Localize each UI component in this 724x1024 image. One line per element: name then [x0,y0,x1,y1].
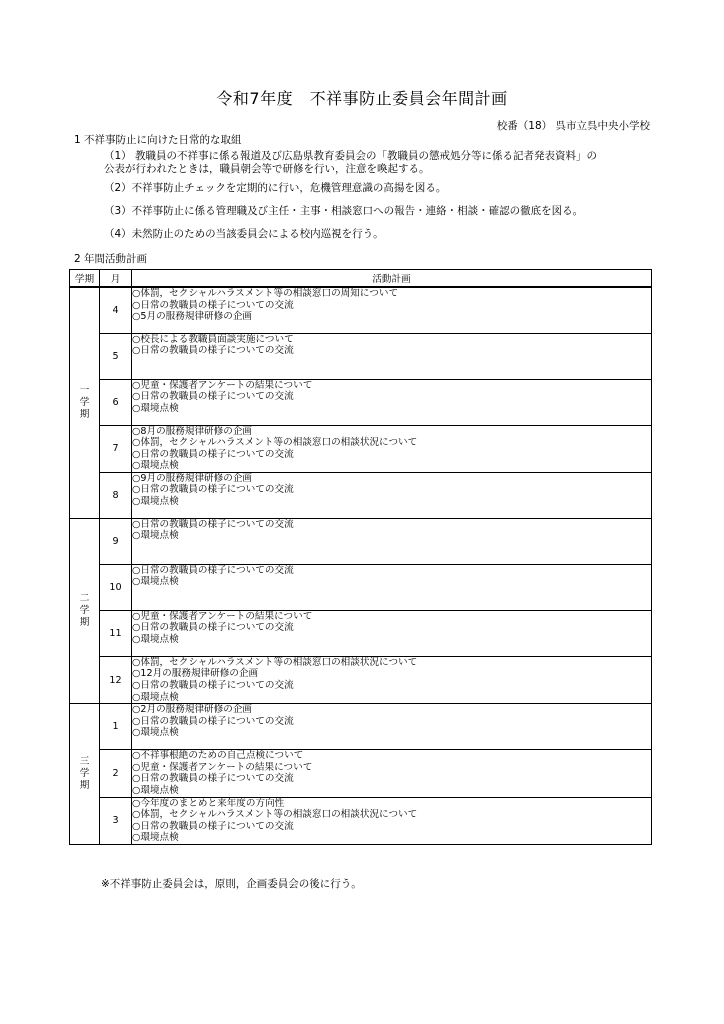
activities-cell [132,518,652,564]
activity-item: ○環境点検 [132,576,179,588]
table-row [70,564,652,610]
section1-item-2: （2）不祥事防止チェックを定期的に行い，危機管理意識の高揚を図る。 [104,182,447,194]
activity-item: ○日常の教職員の様子についての交流 [132,299,294,311]
month-cell: 2 [100,750,132,797]
month-cell: 4 [100,287,132,333]
page-title: 令和7年度 不祥事防止委員会年間計画 [216,89,508,108]
activity-item: ○環境点検 [132,402,179,414]
section1-heading: 1 不祥事防止に向けた日常的な取組 [74,134,242,146]
activity-item: ○体罰，セクシャルハラスメント等の相談窓口の周知について [132,288,399,299]
activity-item: ○今年度のまとめと来年度の方向性 [132,797,285,809]
header-term: 学期 [70,270,100,288]
activity-item: ○体罰，セクシャルハラスメント等の相談窓口の相談状況について [132,809,418,821]
activity-item: ○環境点検 [132,634,179,646]
activity-item: ○日常の教職員の様子についての交流 [132,518,294,530]
footnote: ※不祥事防止委員会は，原則，企画委員会の後に行う。 [101,878,362,890]
month-cell: 5 [100,333,132,379]
header-month: 月 [100,270,132,288]
activity-item: ○環境点検 [132,496,179,508]
section1-item-1-cont: 公表が行われたときは，職員朝会等で研修を行い，注意を喚起する。 [104,163,430,175]
section2-heading: 2 年間活動計画 [74,253,148,265]
section1-item-1: （1） 教職員の不祥事に係る報道及び広島県教育委員会の「教職員の懲戒処分等に係る記者発表資料」の [104,150,598,162]
activity-item: ○日常の教職員の様子についての交流 [132,820,294,832]
activity-item: ○体罰，セクシャルハラスメント等の相談窓口の相談状況について [132,437,418,449]
table-body [70,287,652,845]
activity-item: ○日常の教職員の様子についての交流 [132,564,294,576]
term-label: 一学期 [79,384,90,420]
activities-cell [132,333,652,379]
activity-item: ○環境点検 [132,691,179,703]
school-name: 校番（18） 呉市立呉中央小学校 [496,120,650,132]
activity-item: ○環境点検 [132,460,179,472]
activity-item: ○日常の教職員の様子についての交流 [132,391,294,403]
activities-cell [132,379,652,425]
month-cell: 1 [100,704,132,750]
term-label: 二学期 [79,593,90,629]
activity-item: ○不祥事根絶のための自己点検について [132,750,304,762]
term-label: 三学期 [79,756,90,792]
term-cell [70,287,100,518]
activity-plan-table [69,269,652,845]
activity-item: ○環境点検 [132,785,179,797]
activity-item: ○校長による教職員面談実施について [132,333,294,345]
activity-item: ○日常の教職員の様子についての交流 [132,680,294,692]
header-plan: 活動計画 [132,270,652,288]
activity-item: ○日常の教職員の様子についての交流 [132,622,294,634]
month-cell: 10 [100,564,132,610]
activities-cell [132,704,652,750]
table-row [70,333,652,379]
table-header-row [70,270,652,288]
activity-item: ○環境点検 [132,832,179,844]
activity-item: ○9月の服務規律研修の企画 [132,472,253,484]
activity-item: ○日常の教職員の様子についての交流 [132,715,294,727]
month-cell: 7 [100,425,132,472]
activity-item: ○環境点検 [132,530,179,542]
activity-item: ○8月の服務規律研修の企画 [132,425,253,437]
table-row [70,704,652,750]
activity-item: ○児童・保護者アンケートの結果について [132,610,313,622]
table-row [70,287,652,333]
table-row [70,379,652,425]
section1-item-3: （3）不祥事防止に係る管理職及び主任・主事・相談窓口への報告・連絡・相談・確認の徹底を図る。 [104,205,584,217]
table-row [70,750,652,797]
table-row [70,656,652,703]
month-cell: 3 [100,797,132,844]
table-row [70,472,652,518]
activity-item: ○2月の服務規律研修の企画 [132,704,253,716]
activity-item: ○日常の教職員の様子についての交流 [132,448,294,460]
table-row [70,797,652,844]
activity-item: ○児童・保護者アンケートの結果について [132,761,313,773]
activity-item: ○5月の服務規律研修の企画 [132,311,253,323]
activities-cell [132,425,652,472]
activity-item: ○12月の服務規律研修の企画 [132,668,259,680]
activities-cell [132,656,652,703]
table-row [70,518,652,564]
activities-cell [132,610,652,656]
month-cell: 9 [100,518,132,564]
activity-item: ○日常の教職員の様子についての交流 [132,345,294,357]
activity-item: ○体罰，セクシャルハラスメント等の相談窓口の相談状況について [132,656,418,668]
section1-item-4: （4）未然防止のための当該委員会による校内巡視を行う。 [104,228,384,240]
activity-item: ○環境点検 [132,727,179,739]
activities-cell [132,750,652,797]
activities-cell [132,287,652,333]
table-row [70,610,652,656]
activity-item: ○日常の教職員の様子についての交流 [132,484,294,496]
term-cell [70,518,100,703]
activities-cell [132,564,652,610]
term-cell [70,704,100,845]
activity-item: ○日常の教職員の様子についての交流 [132,773,294,785]
month-cell: 11 [100,610,132,656]
month-cell: 8 [100,472,132,518]
activities-cell [132,472,652,518]
table-row [70,425,652,472]
month-cell: 6 [100,379,132,425]
activities-cell [132,797,652,844]
month-cell: 12 [100,656,132,703]
activity-item: ○児童・保護者アンケートの結果について [132,379,313,391]
